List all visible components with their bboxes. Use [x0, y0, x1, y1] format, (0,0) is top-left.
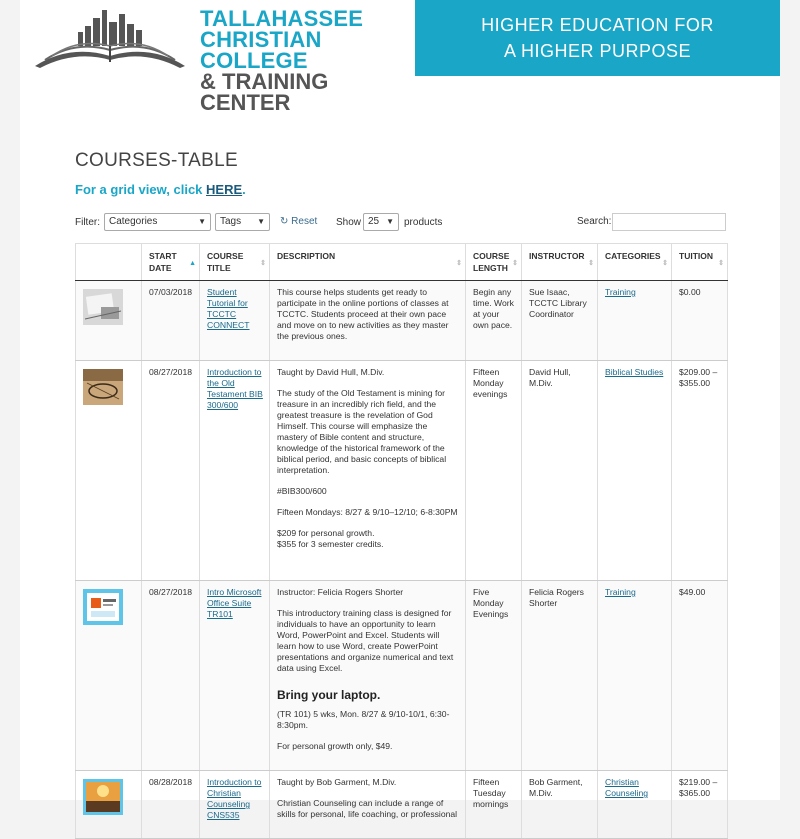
- course-length: Fifteen Tuesday mornings: [466, 771, 522, 839]
- course-thumbnail-cell: [76, 361, 142, 581]
- description-paragraph: #BIB300/600: [277, 486, 327, 496]
- course-description: [270, 771, 466, 839]
- col-header-label: TUITION: [679, 251, 713, 261]
- site-logo[interactable]: [30, 4, 410, 115]
- grid-view-note: [75, 182, 735, 197]
- logo-line-1: TALLAHASSEE: [200, 6, 364, 31]
- sort-icon: ⇕: [662, 260, 668, 267]
- book-skyline-icon: [30, 4, 190, 74]
- start-date: 08/27/2018: [142, 581, 200, 771]
- table-row: [76, 361, 728, 581]
- description-paragraph: Christian Counseling can include a range of skills for personal, life coaching, or professional: [277, 798, 458, 819]
- tags-select-value: Tags: [220, 216, 242, 227]
- category-link[interactable]: Training: [605, 587, 636, 597]
- logo-text: [200, 8, 410, 113]
- col-header-tuition[interactable]: [672, 244, 728, 281]
- tuition: $219.00 – $365.00: [672, 771, 728, 839]
- col-header-label: COURSE TITLE: [207, 251, 244, 273]
- reset-label: Reset: [291, 216, 318, 227]
- grid-view-suffix: .: [242, 182, 246, 197]
- products-label: products: [404, 217, 443, 228]
- col-header-start-date[interactable]: [142, 244, 200, 281]
- grid-view-link[interactable]: HERE: [206, 182, 243, 197]
- sort-ascending-icon: ▲: [189, 260, 196, 267]
- course-thumbnail[interactable]: [83, 369, 123, 405]
- table-header-row: [76, 244, 728, 281]
- sort-icon: ⇕: [718, 260, 724, 267]
- course-length: Five Monday Evenings: [466, 581, 522, 771]
- sort-icon: ⇕: [588, 260, 594, 267]
- tagline-banner: [415, 0, 780, 76]
- page: [20, 0, 780, 820]
- description-paragraph: (TR 101) 5 wks, Mon. 8/27 & 9/10-10/1, 6:30-8:30pm.: [277, 709, 450, 730]
- col-header-image: [76, 244, 142, 281]
- filter-label: Filter:: [75, 217, 100, 228]
- course-length: Fifteen Monday evenings: [466, 361, 522, 581]
- search-input[interactable]: [612, 213, 726, 231]
- table-row: [76, 281, 728, 361]
- description-paragraph: The study of the Old Testament is mining for treasure in an incredibly rich field, and the greatest treasure is the revelation of God Himself. This course will emphasize the mastery of Bible content and structure, knowledge of the historical framework of the biblical period, and basic concepts of biblical interpretation.: [277, 388, 447, 475]
- category-link[interactable]: Training: [605, 287, 636, 297]
- description-paragraph: This course helps students get ready to participate in the online portions of classes at TCCTC. Students proceed at their own pace and move on to new activities as they master the previous ones.: [277, 287, 449, 341]
- tuition: $209.00 – $355.00: [672, 361, 728, 581]
- table-controls: [75, 213, 735, 235]
- search-label: Search:: [577, 216, 612, 227]
- chevron-down-icon: ▼: [386, 217, 394, 226]
- chevron-down-icon: ▼: [198, 217, 206, 226]
- start-date: 08/27/2018: [142, 361, 200, 581]
- course-title-link[interactable]: Introduction to the Old Testament BIB 300/600: [207, 367, 263, 410]
- course-description: [270, 281, 466, 361]
- tuition: $0.00: [672, 281, 728, 361]
- courses-table: [75, 243, 728, 839]
- table-row: [76, 771, 728, 839]
- description-paragraph: Taught by Bob Garment, M.Div.: [277, 777, 397, 787]
- course-thumbnail-cell: [76, 281, 142, 361]
- show-label: Show: [336, 217, 362, 228]
- chevron-down-icon: ▼: [257, 217, 265, 226]
- page-title: COURSES-TABLE: [75, 150, 238, 171]
- reset-icon: ↻: [280, 216, 289, 227]
- course-thumbnail[interactable]: [83, 779, 123, 815]
- tuition: $49.00: [672, 581, 728, 771]
- description-paragraph: This introductory training class is designed for individuals to have an opportunity to learn Word, PowerPoint and Excel. Students will learn how to use Word, create PowerPoint presentations and organize numerical and text data using Excel.: [277, 608, 454, 673]
- description-heading: Bring your laptop.: [277, 688, 381, 702]
- course-description: [270, 361, 466, 581]
- tagline-line-2: A HIGHER PURPOSE: [503, 41, 692, 61]
- grid-view-prefix: For a grid view, click: [75, 182, 207, 197]
- description-paragraph: $209 for personal growth. $355 for 3 semester credits.: [277, 528, 384, 549]
- description-paragraph: Instructor: Felicia Rogers Shorter: [277, 587, 404, 597]
- course-length: Begin any time. Work at your own pace.: [466, 281, 522, 361]
- logo-line-3: & TRAINING CENTER: [200, 69, 329, 115]
- page-size-select[interactable]: [363, 213, 399, 231]
- start-date: 07/03/2018: [142, 281, 200, 361]
- site-header: [20, 0, 780, 115]
- instructor: Bob Garment, M.Div.: [522, 771, 598, 839]
- table-row: [76, 581, 728, 771]
- course-title-link[interactable]: Introduction to Christian Counseling CNS535: [207, 777, 262, 820]
- col-header-categories[interactable]: [598, 244, 672, 281]
- sort-icon: ⇕: [260, 260, 266, 267]
- description-paragraph: For personal growth only, $49.: [277, 741, 393, 751]
- description-paragraph: Fifteen Mondays: 8/27 & 9/10–12/10; 6-8:30PM: [277, 507, 458, 517]
- col-header-label: CATEGORIES: [605, 251, 661, 261]
- categories-select[interactable]: [104, 213, 211, 231]
- col-header-description[interactable]: [270, 244, 466, 281]
- description-paragraph: Taught by David Hull, M.Div.: [277, 367, 385, 377]
- col-header-label: DESCRIPTION: [277, 251, 336, 261]
- start-date: 08/28/2018: [142, 771, 200, 839]
- category-link[interactable]: Biblical Studies: [605, 367, 664, 377]
- col-header-course-title[interactable]: [200, 244, 270, 281]
- page-size-value: 25: [368, 216, 380, 227]
- logo-line-2: CHRISTIAN COLLEGE: [200, 27, 322, 73]
- course-description: [270, 581, 466, 771]
- instructor: David Hull, M.Div.: [522, 361, 598, 581]
- sort-icon: ⇕: [456, 260, 462, 267]
- col-header-course-length[interactable]: [466, 244, 522, 281]
- sort-icon: ⇕: [512, 260, 518, 267]
- instructor: Sue Isaac, TCCTC Library Coordinator: [522, 281, 598, 361]
- category-link[interactable]: Christian Counseling: [605, 777, 648, 798]
- categories-select-value: Categories: [109, 216, 158, 227]
- tags-select[interactable]: [215, 213, 270, 231]
- course-thumbnail-cell: [76, 581, 142, 771]
- course-title-link[interactable]: Student Tutorial for TCCTC CONNECT: [207, 287, 250, 330]
- course-thumbnail-cell: [76, 771, 142, 839]
- col-header-instructor[interactable]: [522, 244, 598, 281]
- course-title-link[interactable]: Intro Microsoft Office Suite TR101: [207, 587, 262, 619]
- course-thumbnail[interactable]: [83, 589, 123, 625]
- col-header-label: INSTRUCTOR: [529, 251, 585, 261]
- instructor: Felicia Rogers Shorter: [522, 581, 598, 771]
- tagline-line-1: HIGHER EDUCATION FOR: [481, 15, 714, 35]
- course-thumbnail[interactable]: [83, 289, 123, 325]
- main-content: [75, 150, 735, 839]
- col-header-label: START DATE: [149, 251, 177, 273]
- col-header-label: COURSE LENGTH: [473, 251, 510, 273]
- reset-button[interactable]: [280, 216, 317, 227]
